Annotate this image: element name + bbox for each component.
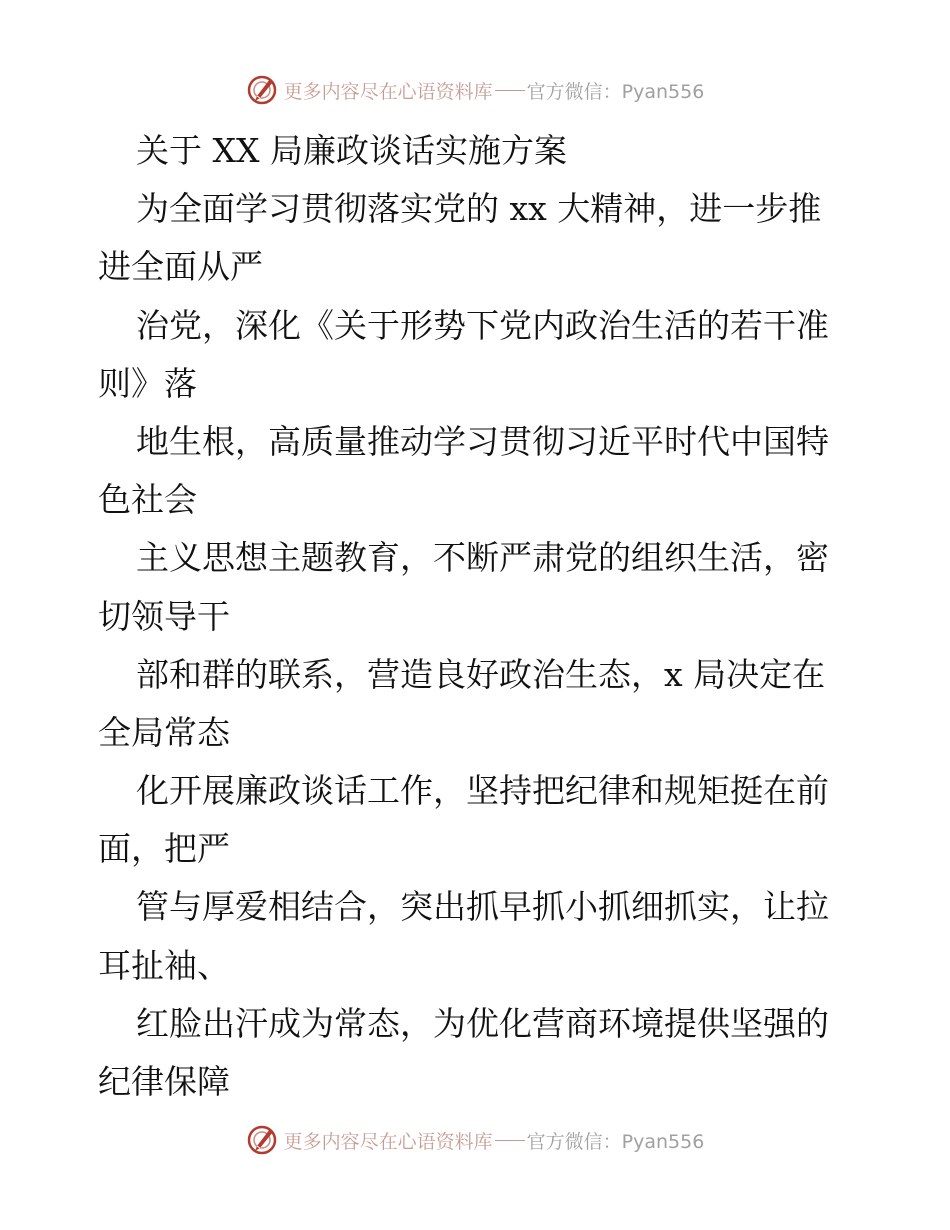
paragraph-line: 为全面学习贯彻落实党的 xx 大精神，进一步推 <box>136 189 822 229</box>
paragraph-line: 色社会 <box>98 480 197 520</box>
paragraph-line: 地生根，高质量推动学习贯彻习近平时代中国特 <box>136 421 829 461</box>
paragraph-line: 则》落 <box>98 363 197 403</box>
paragraph-line: 纪律保障 <box>98 1062 230 1101</box>
paragraph-line: 红脸出汗成为常态，为优化营商环境提供坚强的 <box>136 1003 829 1043</box>
watermark-main-text: 更多内容尽在心语资料库 <box>283 1130 493 1153</box>
watermark-account-text: 官方微信：Pyan556 <box>526 80 705 103</box>
paragraph-line: 管与厚爱相结合，突出抓早抓小抓细抓实，让拉 <box>136 887 829 927</box>
document-body <box>0 122 950 1111</box>
watermark-main-text: 更多内容尽在心语资料库 <box>283 80 493 103</box>
watermark-account-text: 官方微信：Pyan556 <box>526 1130 705 1153</box>
watermark-footer <box>0 1120 950 1160</box>
paragraph-line: 治党，深化《关于形势下党内政治生活的若干准 <box>136 305 829 345</box>
paragraph-line: 主义思想主题教育，不断严肃党的组织生活，密 <box>136 538 829 578</box>
paragraph-line: 面，把严 <box>98 829 230 869</box>
paragraph-line: 全局常态 <box>98 712 230 752</box>
paragraph-line: 部和群的联系，营造良好政治生态，x 局决定在 <box>136 654 826 694</box>
watermark-dash <box>495 90 525 91</box>
document-title: 关于 XX 局廉政谈话实施方案 <box>136 131 567 170</box>
paragraph-line: 化开展廉政谈话工作，坚持把纪律和规矩挺在前 <box>136 771 829 811</box>
quill-logo-icon <box>246 74 278 106</box>
watermark-header <box>0 70 950 110</box>
paragraph-line: 切领导干 <box>98 596 230 636</box>
quill-logo-icon <box>246 1124 278 1156</box>
paragraph-line: 进全面从严 <box>98 247 263 287</box>
watermark-dash <box>495 1140 525 1141</box>
paragraph-line: 耳扯袖、 <box>98 945 230 985</box>
